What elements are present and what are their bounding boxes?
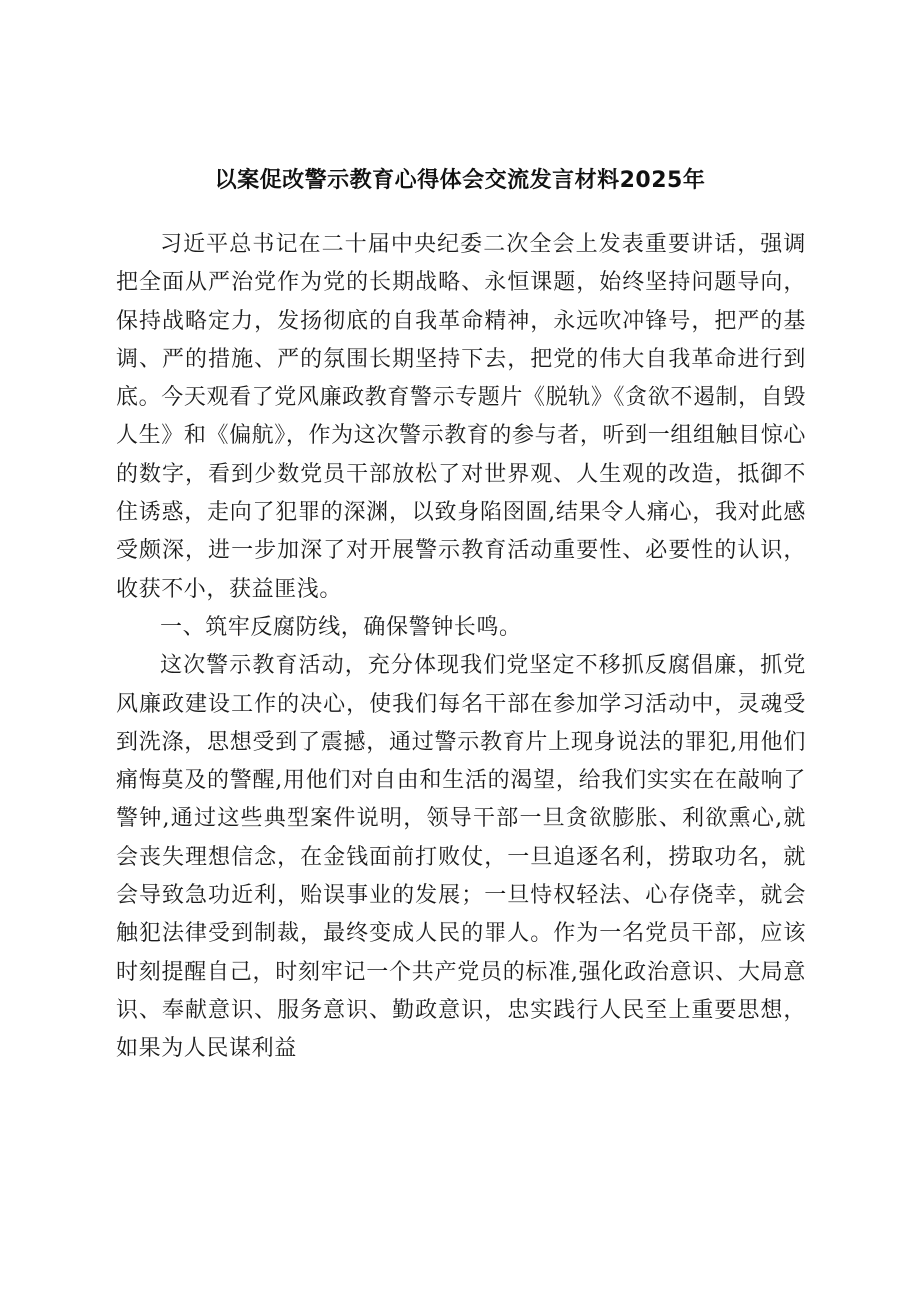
document-body <box>116 226 806 1069</box>
section-heading-1: 一、筑牢反腐防线，确保警钟长鸣。 <box>160 614 522 640</box>
paragraph-section-1: 这次警示教育活动，充分体现我们党坚定不移抓反腐倡廉，抓党风廉政建设工作的决心，使我们每名干部在参加学习活动中，灵魂受到洗涤，思想受到了震撼，通过警示教育片上现身说法的罪犯,用他们痛悔莫及的警醒,用他们对自由和生活的渴望，给我们实实在在敲响了警钟,通过这些典型案件说明，领导干部一旦贪欲膨胀、利欲熏心,就会丧失理想信念，在金钱面前打败仗，一旦追逐名利，捞取功名，就会导致急功近利，贻误事业的发展；一旦恃权轻法、心存侥幸，就会触犯法律受到制裁，最终变成人民的罪人。作为一名党员干部，应该时刻提醒自己，时刻牢记一个共产党员的标准,强化政治意识、大局意识、奉献意识、服务意识、勤政意识，忠实践行人民至上重要思想，如果为人民谋利益 <box>116 653 806 1062</box>
document-title: 以案促改警示教育心得体会交流发言材料2025年 <box>214 168 706 193</box>
paragraph-intro: 习近平总书记在二十届中央纪委二次全会上发表重要讲话，强调把全面从严治党作为党的长期战略、永恒课题，始终坚持问题导向，保持战略定力，发扬彻底的自我革命精神，永远吹冲锋号，把严的基调、严的措施、严的氛围长期坚持下去，把党的伟大自我革命进行到底。今天观看了党风廉政教育警示专题片《脱轨》《贪欲不遏制，自毁人生》和《偏航》，作为这次警示教育的参与者，听到一组组触目惊心的数字，看到少数党员干部放松了对世界观、人生观的改造，抵御不住诱惑，走向了犯罪的深渊，以致身陷囹圄,结果令人痛心，我对此感受颇深，进一步加深了对开展警示教育活动重要性、必要性的认识，收获不小，获益匪浅。 <box>116 232 806 602</box>
